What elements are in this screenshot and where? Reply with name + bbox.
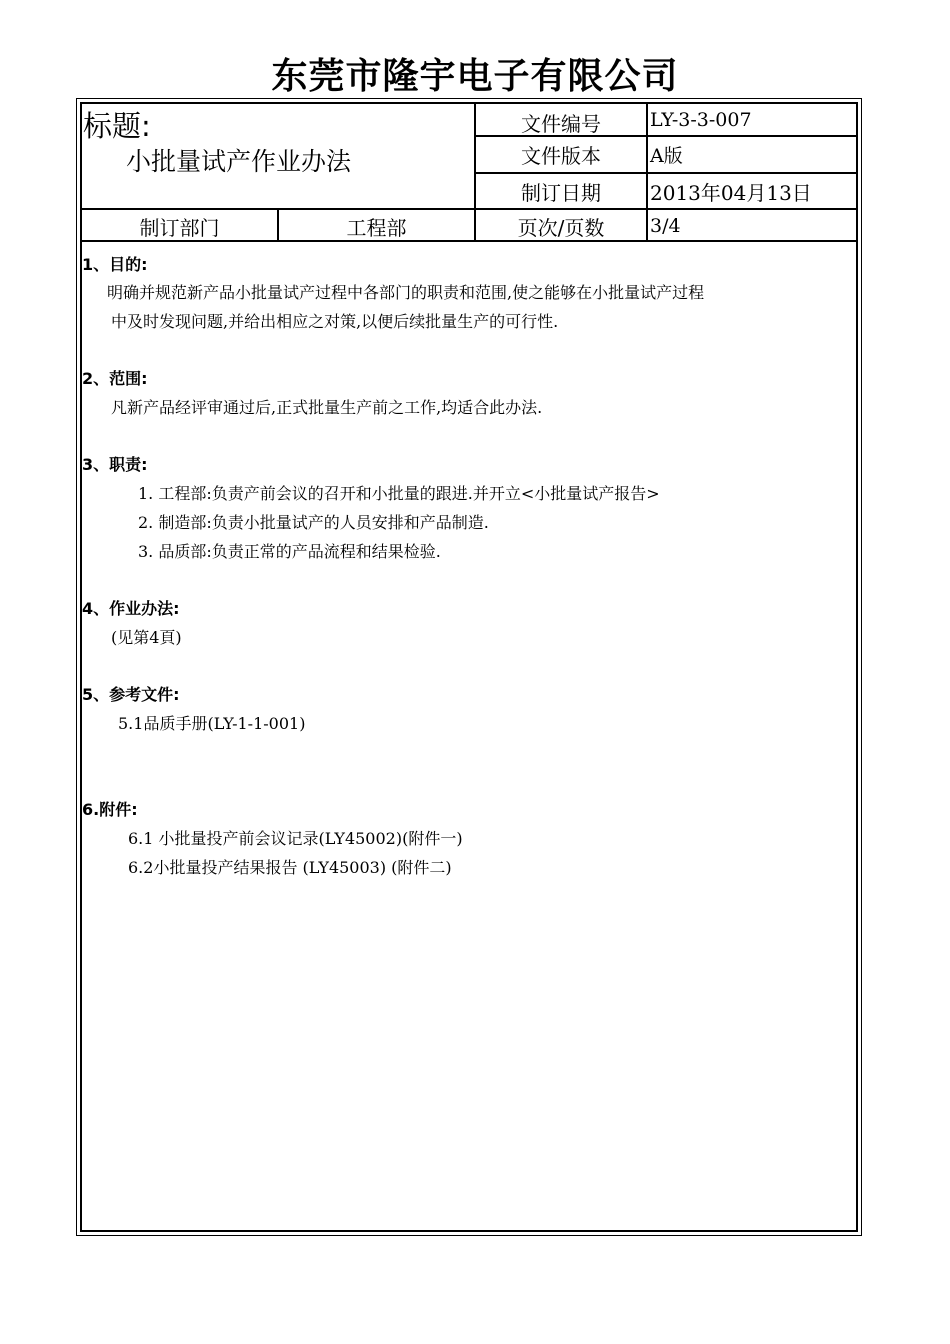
company-name: 东莞市隆宇电子有限公司 xyxy=(271,56,679,97)
dept-label: 制订部门 xyxy=(139,215,220,240)
duty-item: 1. 工程部:负责产前会议的召开和小批量的跟进.并开立<小批量试产报告> xyxy=(138,484,660,503)
section-duties-heading: 3、职责: xyxy=(82,455,148,474)
version-value: A版 xyxy=(650,145,683,167)
document-frame xyxy=(76,98,862,1236)
section-purpose-text: 明确并规范新产品小批量试产过程中各部门的职责和范围,使之能够在小批量试产过程 xyxy=(107,283,705,302)
title-label: 标题: xyxy=(83,109,151,143)
section-method-text: (见第4頁) xyxy=(111,628,182,647)
section-references-heading: 5、参考文件: xyxy=(82,685,180,704)
header-divider xyxy=(82,208,858,210)
version-label: 文件版本 xyxy=(521,144,601,168)
document-inner-border xyxy=(80,102,858,1232)
document-title: 小批量试产作业办法 xyxy=(126,147,352,176)
section-method-heading: 4、作业办法: xyxy=(82,599,180,618)
section-scope-text: 凡新产品经评审通过后,正式批量生产前之工作,均适合此办法. xyxy=(111,398,543,417)
dept-value: 工程部 xyxy=(346,215,407,240)
section-purpose-heading: 1、目的: xyxy=(82,255,148,274)
duty-item: 3. 品质部:负责正常的产品流程和结果检验. xyxy=(138,542,441,561)
attachment-item: 6.1 小批量投产前会议记录(LY45002)(附件一) xyxy=(128,829,463,848)
page-label: 页次/页数 xyxy=(517,215,605,240)
date-label: 制订日期 xyxy=(521,180,601,205)
duty-item: 2. 制造部:负责小批量试产的人员安排和产品制造. xyxy=(138,513,489,532)
section-purpose-text: 中及时发现问题,并给出相应之对策,以便后续批量生产的可行性. xyxy=(111,312,559,331)
file-no-value: LY-3-3-007 xyxy=(650,108,752,131)
attachment-item: 6.2小批量投产结果报告 (LY45003) (附件二) xyxy=(128,858,452,877)
date-value: 2013年04月13日 xyxy=(650,180,812,205)
reference-item: 5.1品质手册(LY-1-1-001) xyxy=(118,714,306,733)
section-scope-heading: 2、范围: xyxy=(82,369,148,388)
page-value: 3/4 xyxy=(650,215,681,237)
file-no-label: 文件编号 xyxy=(521,112,601,136)
header-table xyxy=(82,104,858,242)
section-attachments-heading: 6.附件: xyxy=(82,800,138,819)
